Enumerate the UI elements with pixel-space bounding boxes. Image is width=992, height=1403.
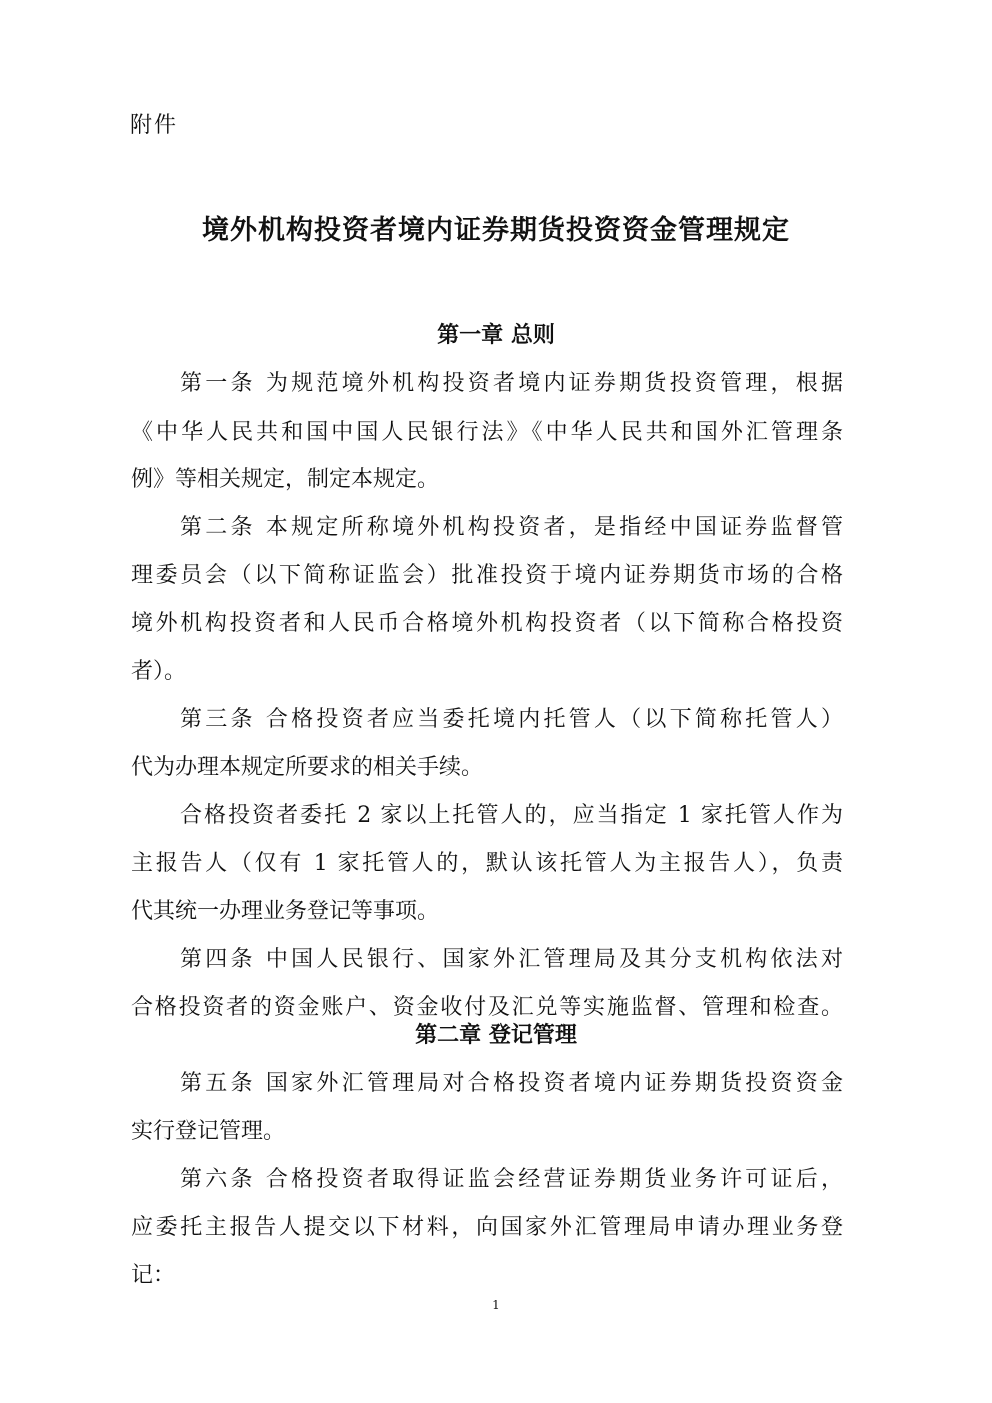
article-3-line: 代为办理本规定所要求的相关手续。 [131, 755, 484, 780]
article-3-paragraph-line: 代其统一办理业务登记等事项。 [131, 899, 440, 924]
chapter-heading: 第一章 总则 [437, 323, 555, 348]
attachment-label: 附件 [130, 113, 179, 138]
article-1-line: 例》等相关规定，制定本规定。 [131, 467, 440, 492]
article-6-line: 记： [131, 1263, 176, 1288]
article-2-line: 理委员会（以下简称证监会）批准投资于境内证券期货市场的合格 [131, 563, 843, 588]
article-3-paragraph-line: 主报告人（仅有 1 家托管人的，默认该托管人为主报告人），负责 [131, 851, 843, 876]
article-2-line: 境外机构投资者和人民币合格境外机构投资者（以下简称合格投资 [131, 611, 843, 636]
page-number: 1 [492, 1298, 500, 1312]
chapter-heading: 第二章 登记管理 [415, 1023, 577, 1048]
document-title: 境外机构投资者境内证券期货投资资金管理规定 [202, 215, 790, 246]
article-6-line: 第六条 合格投资者取得证监会经营证券期货业务许可证后， [180, 1167, 843, 1192]
article-3-line: 第三条 合格投资者应当委托境内托管人（以下简称托管人） [180, 707, 843, 732]
article-1-line: 《中华人民共和国中国人民银行法》《中华人民共和国外汇管理条 [131, 420, 843, 445]
article-1-line: 第一条 为规范境外机构投资者境内证券期货投资管理，根据 [180, 371, 843, 396]
article-2-line: 者）。 [131, 659, 187, 684]
article-2-line: 第二条 本规定所称境外机构投资者，是指经中国证券监督管 [180, 515, 843, 540]
article-4-line: 合格投资者的资金账户、资金收付及汇兑等实施监督、管理和检查。 [131, 995, 843, 1020]
article-3-paragraph-line: 合格投资者委托 2 家以上托管人的，应当指定 1 家托管人作为 [180, 803, 843, 828]
article-4-line: 第四条 中国人民银行、国家外汇管理局及其分支机构依法对 [180, 947, 843, 972]
article-5-line: 第五条 国家外汇管理局对合格投资者境内证券期货投资资金 [180, 1071, 843, 1096]
article-6-line: 应委托主报告人提交以下材料，向国家外汇管理局申请办理业务登 [131, 1215, 843, 1240]
article-5-line: 实行登记管理。 [131, 1119, 286, 1144]
